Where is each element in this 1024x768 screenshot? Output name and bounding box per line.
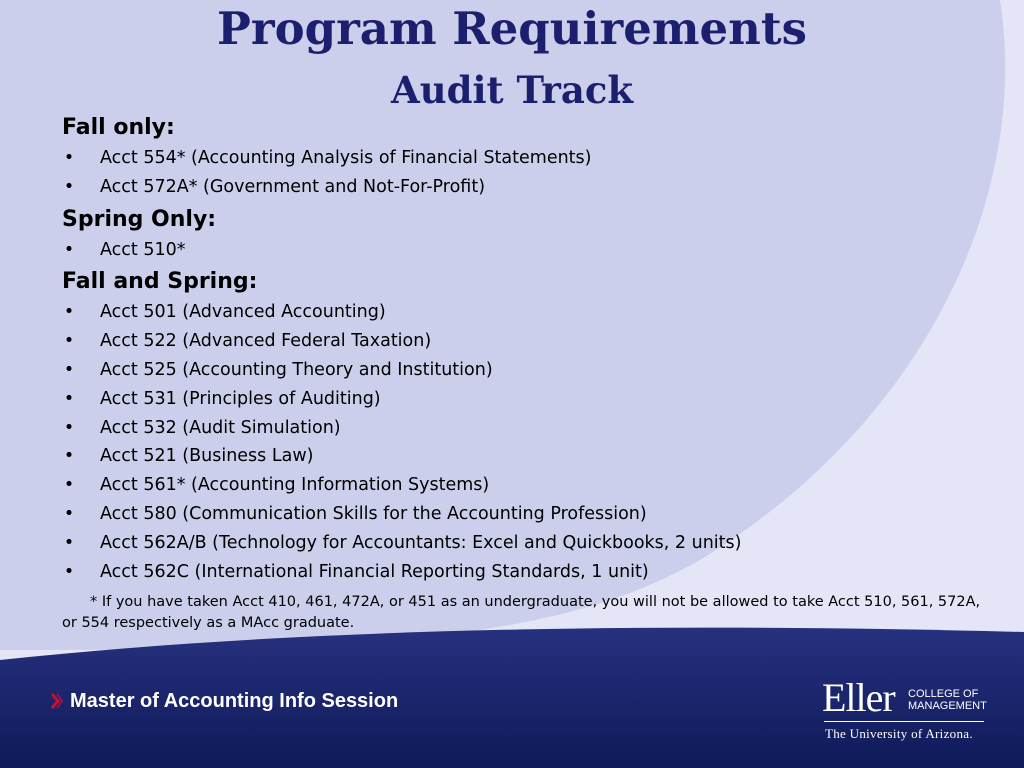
bullet-icon: • xyxy=(63,475,75,496)
bullet-icon: • xyxy=(63,388,75,409)
list-item: • Acct 522 (Advanced Federal Taxation) xyxy=(62,327,992,356)
bullet-icon: • xyxy=(63,417,75,438)
chevron-right-icon xyxy=(50,692,63,710)
list-item: • Acct 580 (Communication Skills for the Accounting Profession) xyxy=(62,500,992,529)
bullet-icon: • xyxy=(63,446,75,467)
bullet-icon: • xyxy=(63,561,75,582)
bullet-icon: • xyxy=(63,302,75,323)
slide-title: Program Requirements xyxy=(217,2,807,55)
bullet-icon: • xyxy=(63,359,75,380)
section-heading-spring-only: Spring Only: xyxy=(62,206,217,232)
logo-divider xyxy=(824,721,984,722)
footnote xyxy=(62,592,992,634)
slide-subtitle: Audit Track xyxy=(391,68,633,112)
bullet-icon: • xyxy=(63,503,75,524)
list-item: • Acct 510* xyxy=(62,236,992,265)
fall-and-spring-list xyxy=(62,298,992,586)
list-item: • Acct 501 (Advanced Accounting) xyxy=(62,298,992,327)
requirements-list xyxy=(62,114,992,586)
list-item: • Acct 562C (International Financial Reporting Standards, 1 unit) xyxy=(62,558,992,587)
logo-university: The University of Arizona. xyxy=(825,726,973,741)
bullet-icon: • xyxy=(63,331,75,352)
list-item: • Acct 562A/B (Technology for Accountants: Excel and Quickbooks, 2 units) xyxy=(62,529,992,558)
list-item: • Acct 525 (Accounting Theory and Institution) xyxy=(62,356,992,385)
list-item: • Acct 572A* (Government and Not-For-Profit) xyxy=(62,173,992,202)
list-item: • Acct 561* (Accounting Information Systems) xyxy=(62,471,992,500)
bullet-icon: • xyxy=(63,176,75,197)
list-item: • Acct 554* (Accounting Analysis of Financial Statements) xyxy=(62,144,992,173)
section-heading-fall-and-spring: Fall and Spring: xyxy=(62,269,258,295)
logo-college: COLLEGE OF MANAGEMENT xyxy=(908,688,987,712)
footnote-text: * If you have taken Acct 410, 461, 472A, or 451 as an undergraduate, you will not be allowed to take Acct 510, 561, 572A, or 554 respectively as a MAcc graduate. xyxy=(62,594,981,631)
bullet-icon: • xyxy=(63,532,75,553)
section-heading-fall-only: Fall only: xyxy=(62,115,175,140)
list-item: • Acct 532 (Audit Simulation) xyxy=(62,414,992,443)
list-item: • Acct 521 (Business Law) xyxy=(62,442,992,471)
footer-label: Master of Accounting Info Session xyxy=(70,690,399,712)
bullet-icon: • xyxy=(63,148,75,168)
list-item: • Acct 531 (Principles of Auditing) xyxy=(62,385,992,414)
bullet-icon: • xyxy=(63,239,75,260)
logo-name: Eller xyxy=(822,675,895,720)
fall-only-list xyxy=(62,144,992,202)
spring-only-list xyxy=(62,236,992,265)
